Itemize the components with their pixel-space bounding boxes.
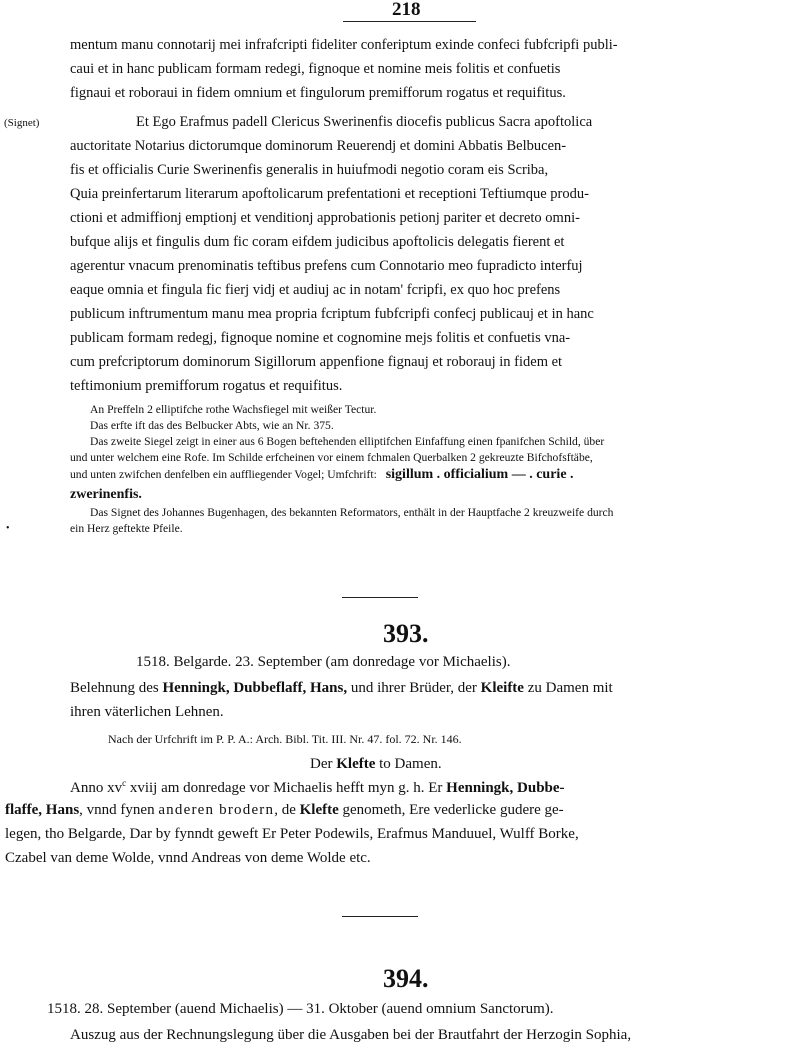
body-line [70, 779, 565, 796]
date-line: 1518. 28. September (auend Michaelis) — 31. Oktober (auend omnium Sanctorum). [47, 1001, 554, 1017]
body-spaced-text: anderen brodern [158, 802, 275, 818]
text-line: bufque alijs et fingulis dum fic coram eifdem judicibus apoftolicis delegatis fierent et [70, 234, 565, 250]
document-number: 393. [383, 619, 429, 648]
document-number: 394. [383, 964, 429, 993]
text-line: mentum manu connotarij mei infrafcripti fideliter conferiptum exinde confeci fubfcripfi publi- [70, 37, 618, 53]
summary-line: Auszug aus der Rechnungslegung über die Ausgaben bei der Brautfahrt der Herzogin Sophia, [70, 1027, 632, 1043]
summary-text: Belehnung des [70, 680, 163, 696]
note-text: und unten zwifchen denfelben ein auffliegender Vogel; Umfchrift: [70, 468, 377, 481]
text-line: caui et in hanc publicam formam redegi, fignoque et nomine meis folitis et confuetis [70, 61, 561, 77]
text-line: auctoritate Notarius dictorumque dominorum Reuerendj et domini Abbatis Belbucen- [70, 138, 567, 154]
section-divider [342, 597, 418, 598]
note-line [70, 468, 574, 482]
text-line: publicum inftrumentum manu mea propria fcriptum fubfcripfi confecj publicauj et in hanc [70, 306, 594, 322]
note-line: An Preffeln 2 elliptifche rothe Wachsfiegel mit weißer Tectur. [90, 403, 377, 416]
text-line: cum prefcriptorum dominorum Sigillorum appenfione fignauj et roborauj in fidem et [70, 354, 563, 370]
summary-text: zu Damen mit [523, 680, 613, 696]
document-heading [310, 757, 442, 772]
text-line: fis et officialis Curie Swerinenfis generalis in huiufmodi negotio coram eis Scriba, [70, 162, 549, 178]
body-line: Czabel van deme Wolde, vnnd Andreas von deme Wolde etc. [5, 850, 371, 866]
text-line: fignaui et roboraui in fidem omnium et fingulorum premifforum rogatus et requifitus. [70, 85, 566, 101]
header-rule [343, 21, 476, 22]
body-text: , vnnd fynen [79, 802, 159, 818]
body-line: legen, tho Belgarde, Dar by fynndt geweft Er Peter Podewils, Erafmus Manduuel, Wulff Borke, [5, 826, 579, 842]
note-line: Das Signet des Johannes Bugenhagen, des bekannten Reformators, enthält in der Hauptfache 2 kreuzweife durch [90, 506, 614, 519]
body-text: Anno xv [70, 780, 123, 796]
body-text: genometh, Ere vederlicke gudere ge- [338, 802, 564, 818]
summary-family: Kleifte [480, 680, 524, 696]
signet-margin-note: (Signet) [4, 117, 40, 129]
seal-inscription: sigillum . officialium — . curie . [385, 467, 574, 482]
text-line: eaque omnia et fingula fic fierj vidj et audiuj ac in notam' fcripfi, ex quo hoc prefens [70, 282, 561, 298]
body-line [5, 803, 564, 818]
text-line: ctioni et admiffionj emptionj et venditionj approbationis petionj pariter et decreto omni- [70, 210, 580, 226]
note-line: ein Herz geftekte Pfeile. [70, 522, 183, 535]
summary-names: Henningk, Dubbeflaff, Hans, [162, 680, 348, 696]
seal-inscription-cont: zwerinenfis. [70, 487, 142, 502]
body-text: xviij am donredage vor Michaelis hefft myn g. h. Er [126, 780, 447, 796]
text-line: agerentur vnacum prenominatis teftibus prefens cum Connotario meo fupradicto interfuj [70, 258, 583, 274]
page-number: 218 [392, 0, 421, 20]
heading-family: Klefte [336, 756, 376, 772]
text-line: Et Ego Erafmus padell Clericus Swerinenfis diocefis publicus Sacra apoftolica [136, 114, 593, 130]
text-line: Quia preinfertarum literarum apoftolicarum prefentationi et receptioni Teftiumque produ- [70, 186, 589, 202]
text-line: teftimonium premifforum rogatus et requifitus. [70, 378, 343, 394]
heading-text: to Damen. [375, 756, 442, 772]
body-family: Klefte [299, 802, 339, 818]
note-line: und unter welchem eine Rofe. Im Schilde erfcheinen vor einem fchmalen Querbalken 2 gekreuzte Bifchofsftäbe, [70, 451, 593, 464]
section-divider [342, 916, 418, 917]
margin-mark: • [6, 523, 10, 534]
text-line: publicam formam redegj, fignoque nomine et cognomine mejs folitis et confuetis vna- [70, 330, 571, 346]
note-line: Das zweite Siegel zeigt in einer aus 6 Bogen beftehenden elliptifchen Einfaffung einen fpanifchen Schild, über [90, 435, 605, 448]
date-line: 1518. Belgarde. 23. September (am donredage vor Michaelis). [136, 654, 511, 670]
summary-line [70, 681, 613, 696]
heading-text: Der [310, 756, 337, 772]
summary-line: ihren väterlichen Lehnen. [70, 704, 224, 720]
summary-text: und ihrer Brüder, der [347, 680, 481, 696]
body-text: , de [274, 802, 300, 818]
source-note: Nach der Urfchrift im P. P. A.: Arch. Bibl. Tit. III. Nr. 47. fol. 72. Nr. 146. [108, 732, 462, 746]
body-names: Henningk, Dubbe- [446, 780, 565, 796]
body-sup: c [122, 778, 127, 788]
body-names: flaffe, Hans [5, 802, 80, 818]
note-line: Das erfte ift das des Belbucker Abts, wie an Nr. 375. [90, 419, 334, 432]
